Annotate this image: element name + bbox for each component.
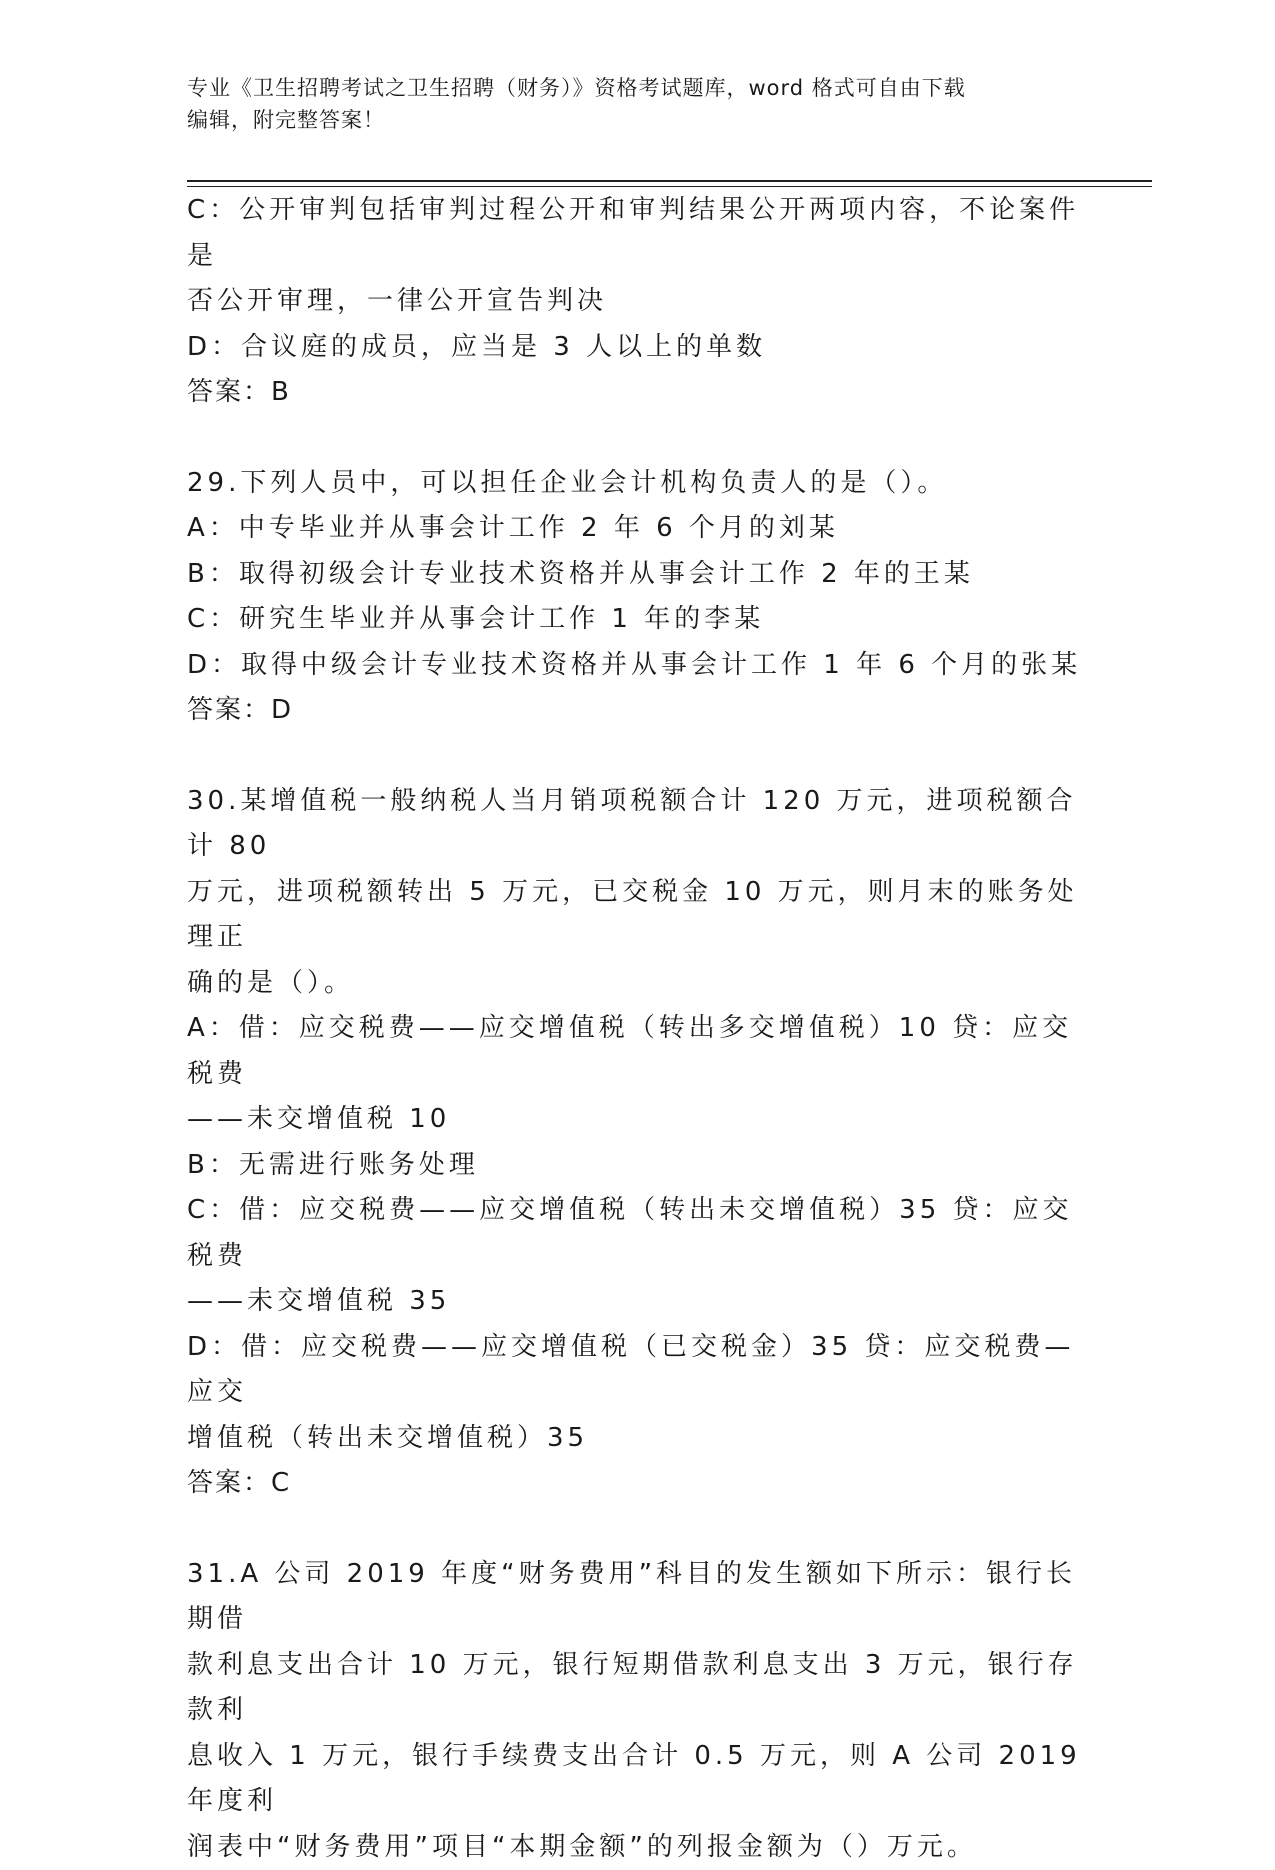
question-stem-line-3: 确的是（）。 xyxy=(187,961,1087,1007)
answer: 答案：C xyxy=(187,1461,1087,1507)
option-d-line-1: D：借：应交税费——应交增值税（已交税金）35 贷：应交税费—应交 xyxy=(187,1325,1087,1416)
header-line-1: 专业《卫生招聘考试之卫生招聘（财务）》资格考试题库，word 格式可自由下载 xyxy=(187,72,1087,104)
option-c-line-2: ——未交增值税 35 xyxy=(187,1279,1087,1325)
question-stem-line-2: 款利息支出合计 10 万元，银行短期借款利息支出 3 万元，银行存款利 xyxy=(187,1643,1087,1734)
question-31 xyxy=(187,1552,1087,1870)
option-b: B：取得初级会计专业技术资格并从事会计工作 2 年的王某 xyxy=(187,552,1087,598)
option-d: D：合议庭的成员，应当是 3 人以上的单数 xyxy=(187,325,1087,371)
question-stem-line-4: 润表中“财务费用”项目“本期金额”的列报金额为（）万元。 xyxy=(187,1825,1087,1870)
option-d-line-2: 增值税（转出未交增值税）35 xyxy=(187,1416,1087,1462)
option-c-line-1: C：公开审判包括审判过程公开和审判结果公开两项内容，不论案件是 xyxy=(187,188,1087,279)
answer: 答案：D xyxy=(187,688,1087,734)
option-b: B：无需进行账务处理 xyxy=(187,1143,1087,1189)
option-c-line-2: 否公开审理，一律公开宣告判决 xyxy=(187,279,1087,325)
question-stem-line-3: 息收入 1 万元，银行手续费支出合计 0.5 万元，则 A 公司 2019 年度利 xyxy=(187,1734,1087,1825)
question-stem: 29.下列人员中，可以担任企业会计机构负责人的是（）。 xyxy=(187,461,1087,507)
option-a-line-2: ——未交增值税 10 xyxy=(187,1097,1087,1143)
question-stem-line-1: 31.A 公司 2019 年度“财务费用”科目的发生额如下所示：银行长期借 xyxy=(187,1552,1087,1643)
spacer xyxy=(187,416,1087,461)
option-c-line-1: C：借：应交税费——应交增值税（转出未交增值税）35 贷：应交税费 xyxy=(187,1188,1087,1279)
question-stem-line-1: 30.某增值税一般纳税人当月销项税额合计 120 万元，进项税额合计 80 xyxy=(187,779,1087,870)
document-header xyxy=(187,72,1087,136)
header-rule-thin xyxy=(187,186,1152,187)
option-a-line-1: A：借：应交税费——应交增值税（转出多交增值税）10 贷：应交税费 xyxy=(187,1006,1087,1097)
question-28-tail xyxy=(187,188,1087,416)
spacer xyxy=(187,734,1087,779)
question-content xyxy=(187,188,1087,1870)
answer: 答案：B xyxy=(187,370,1087,416)
option-c: C：研究生毕业并从事会计工作 1 年的李某 xyxy=(187,597,1087,643)
option-d: D：取得中级会计专业技术资格并从事会计工作 1 年 6 个月的张某 xyxy=(187,643,1087,689)
header-line-2: 编辑，附完整答案！ xyxy=(187,104,1087,136)
option-a: A：中专毕业并从事会计工作 2 年 6 个月的刘某 xyxy=(187,506,1087,552)
spacer xyxy=(187,1507,1087,1552)
question-stem-line-2: 万元，进项税额转出 5 万元，已交税金 10 万元，则月末的账务处理正 xyxy=(187,870,1087,961)
question-30 xyxy=(187,779,1087,1507)
header-rule-thick xyxy=(187,180,1152,182)
question-29 xyxy=(187,461,1087,734)
